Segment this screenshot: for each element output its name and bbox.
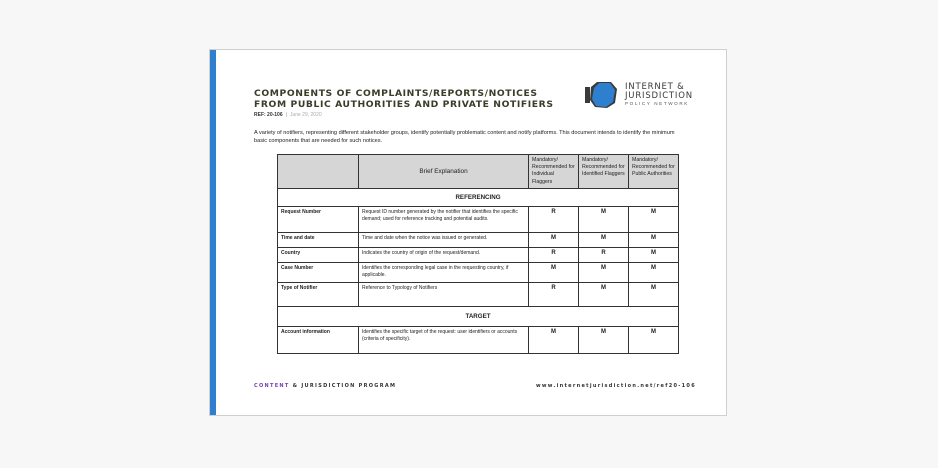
value-individual: R <box>529 282 579 306</box>
header-brief-explanation: Brief Explanation <box>359 155 529 189</box>
section-title-target: TARGET <box>278 306 679 326</box>
value-identified: M <box>579 326 629 353</box>
organization-logo <box>585 80 705 112</box>
row-explanation: Time and date when the notice was issued or generated. <box>359 232 529 247</box>
row-explanation: Indicates the country of origin of the request/demand. <box>359 247 529 262</box>
table-row <box>278 232 679 247</box>
value-public: M <box>629 232 679 247</box>
footer-program-rest: & JURISDICTION PROGRAM <box>289 383 397 389</box>
hexagon-logo-icon <box>585 80 621 110</box>
table-row <box>278 326 679 353</box>
value-identified: M <box>579 282 629 306</box>
reference-line <box>254 112 322 118</box>
section-row <box>278 306 679 326</box>
value-identified: R <box>579 247 629 262</box>
value-individual: M <box>529 262 579 282</box>
header-label <box>278 155 359 189</box>
header-individual-flaggers: Mandatory/ Recommended for Individual Flaggers <box>529 155 579 189</box>
value-public: M <box>629 206 679 232</box>
document-date: June 29, 2020 <box>289 112 322 118</box>
value-public: M <box>629 326 679 353</box>
table-row <box>278 247 679 262</box>
document-title: COMPONENTS OF COMPLAINTS/REPORTS/NOTICES FROM PUBLIC AUTHORITIES AND PRIVATE NOTIFIERS <box>254 88 554 110</box>
components-table <box>277 154 679 354</box>
table-header-row <box>278 155 679 189</box>
row-explanation: Reference to Typology of Notifiers <box>359 282 529 306</box>
value-individual: R <box>529 247 579 262</box>
value-individual: M <box>529 232 579 247</box>
footer-program <box>254 383 396 389</box>
footer-program-highlight: CONTENT <box>254 383 290 389</box>
logo-line-3: POLICY NETWORK <box>625 101 689 106</box>
intro-paragraph: A variety of notifiers, representing different stakeholder groups, identify potentially problematic content and notify platforms. This document intends to identify the minimum basic components that are needed for such notices. <box>254 130 675 144</box>
reference-number: REF: 20-106 <box>254 112 283 118</box>
value-public: M <box>629 282 679 306</box>
header-public-authorities: Mandatory/ Recommended for Public Authorities <box>629 155 679 189</box>
row-label: Request Number <box>278 206 359 232</box>
separator: | <box>285 112 287 118</box>
value-identified: M <box>579 262 629 282</box>
table-row <box>278 262 679 282</box>
value-individual: R <box>529 206 579 232</box>
row-label: Time and date <box>278 232 359 247</box>
row-explanation: Identifies the specific target of the request: user identifiers or accounts (criteria of specificity). <box>359 326 529 353</box>
table-row <box>278 206 679 232</box>
logo-line-1: INTERNET & <box>625 82 685 92</box>
value-identified: M <box>579 232 629 247</box>
footer-url-link[interactable]: www.internetjurisdiction.net/ref20-106 <box>535 383 696 389</box>
section-row <box>278 188 679 206</box>
row-label: Type of Notifier <box>278 282 359 306</box>
row-label: Account information <box>278 326 359 353</box>
accent-bar <box>210 50 216 415</box>
row-label: Country <box>278 247 359 262</box>
row-label: Case Number <box>278 262 359 282</box>
logo-line-2: JURISDICTION <box>625 91 693 101</box>
row-explanation: Request ID number generated by the notifier that identifies the specific demand; used for reference tracking and potential audits. <box>359 206 529 232</box>
table-row <box>278 282 679 306</box>
value-public: M <box>629 247 679 262</box>
document-page <box>209 49 727 416</box>
value-individual: M <box>529 326 579 353</box>
value-public: M <box>629 262 679 282</box>
section-title-referencing: REFERENCING <box>278 188 679 206</box>
row-explanation: Identifies the corresponding legal case in the requesting country, if applicable. <box>359 262 529 282</box>
header-identified-flaggers: Mandatory/ Recommended for Identified Flaggers <box>579 155 629 189</box>
value-identified: M <box>579 206 629 232</box>
